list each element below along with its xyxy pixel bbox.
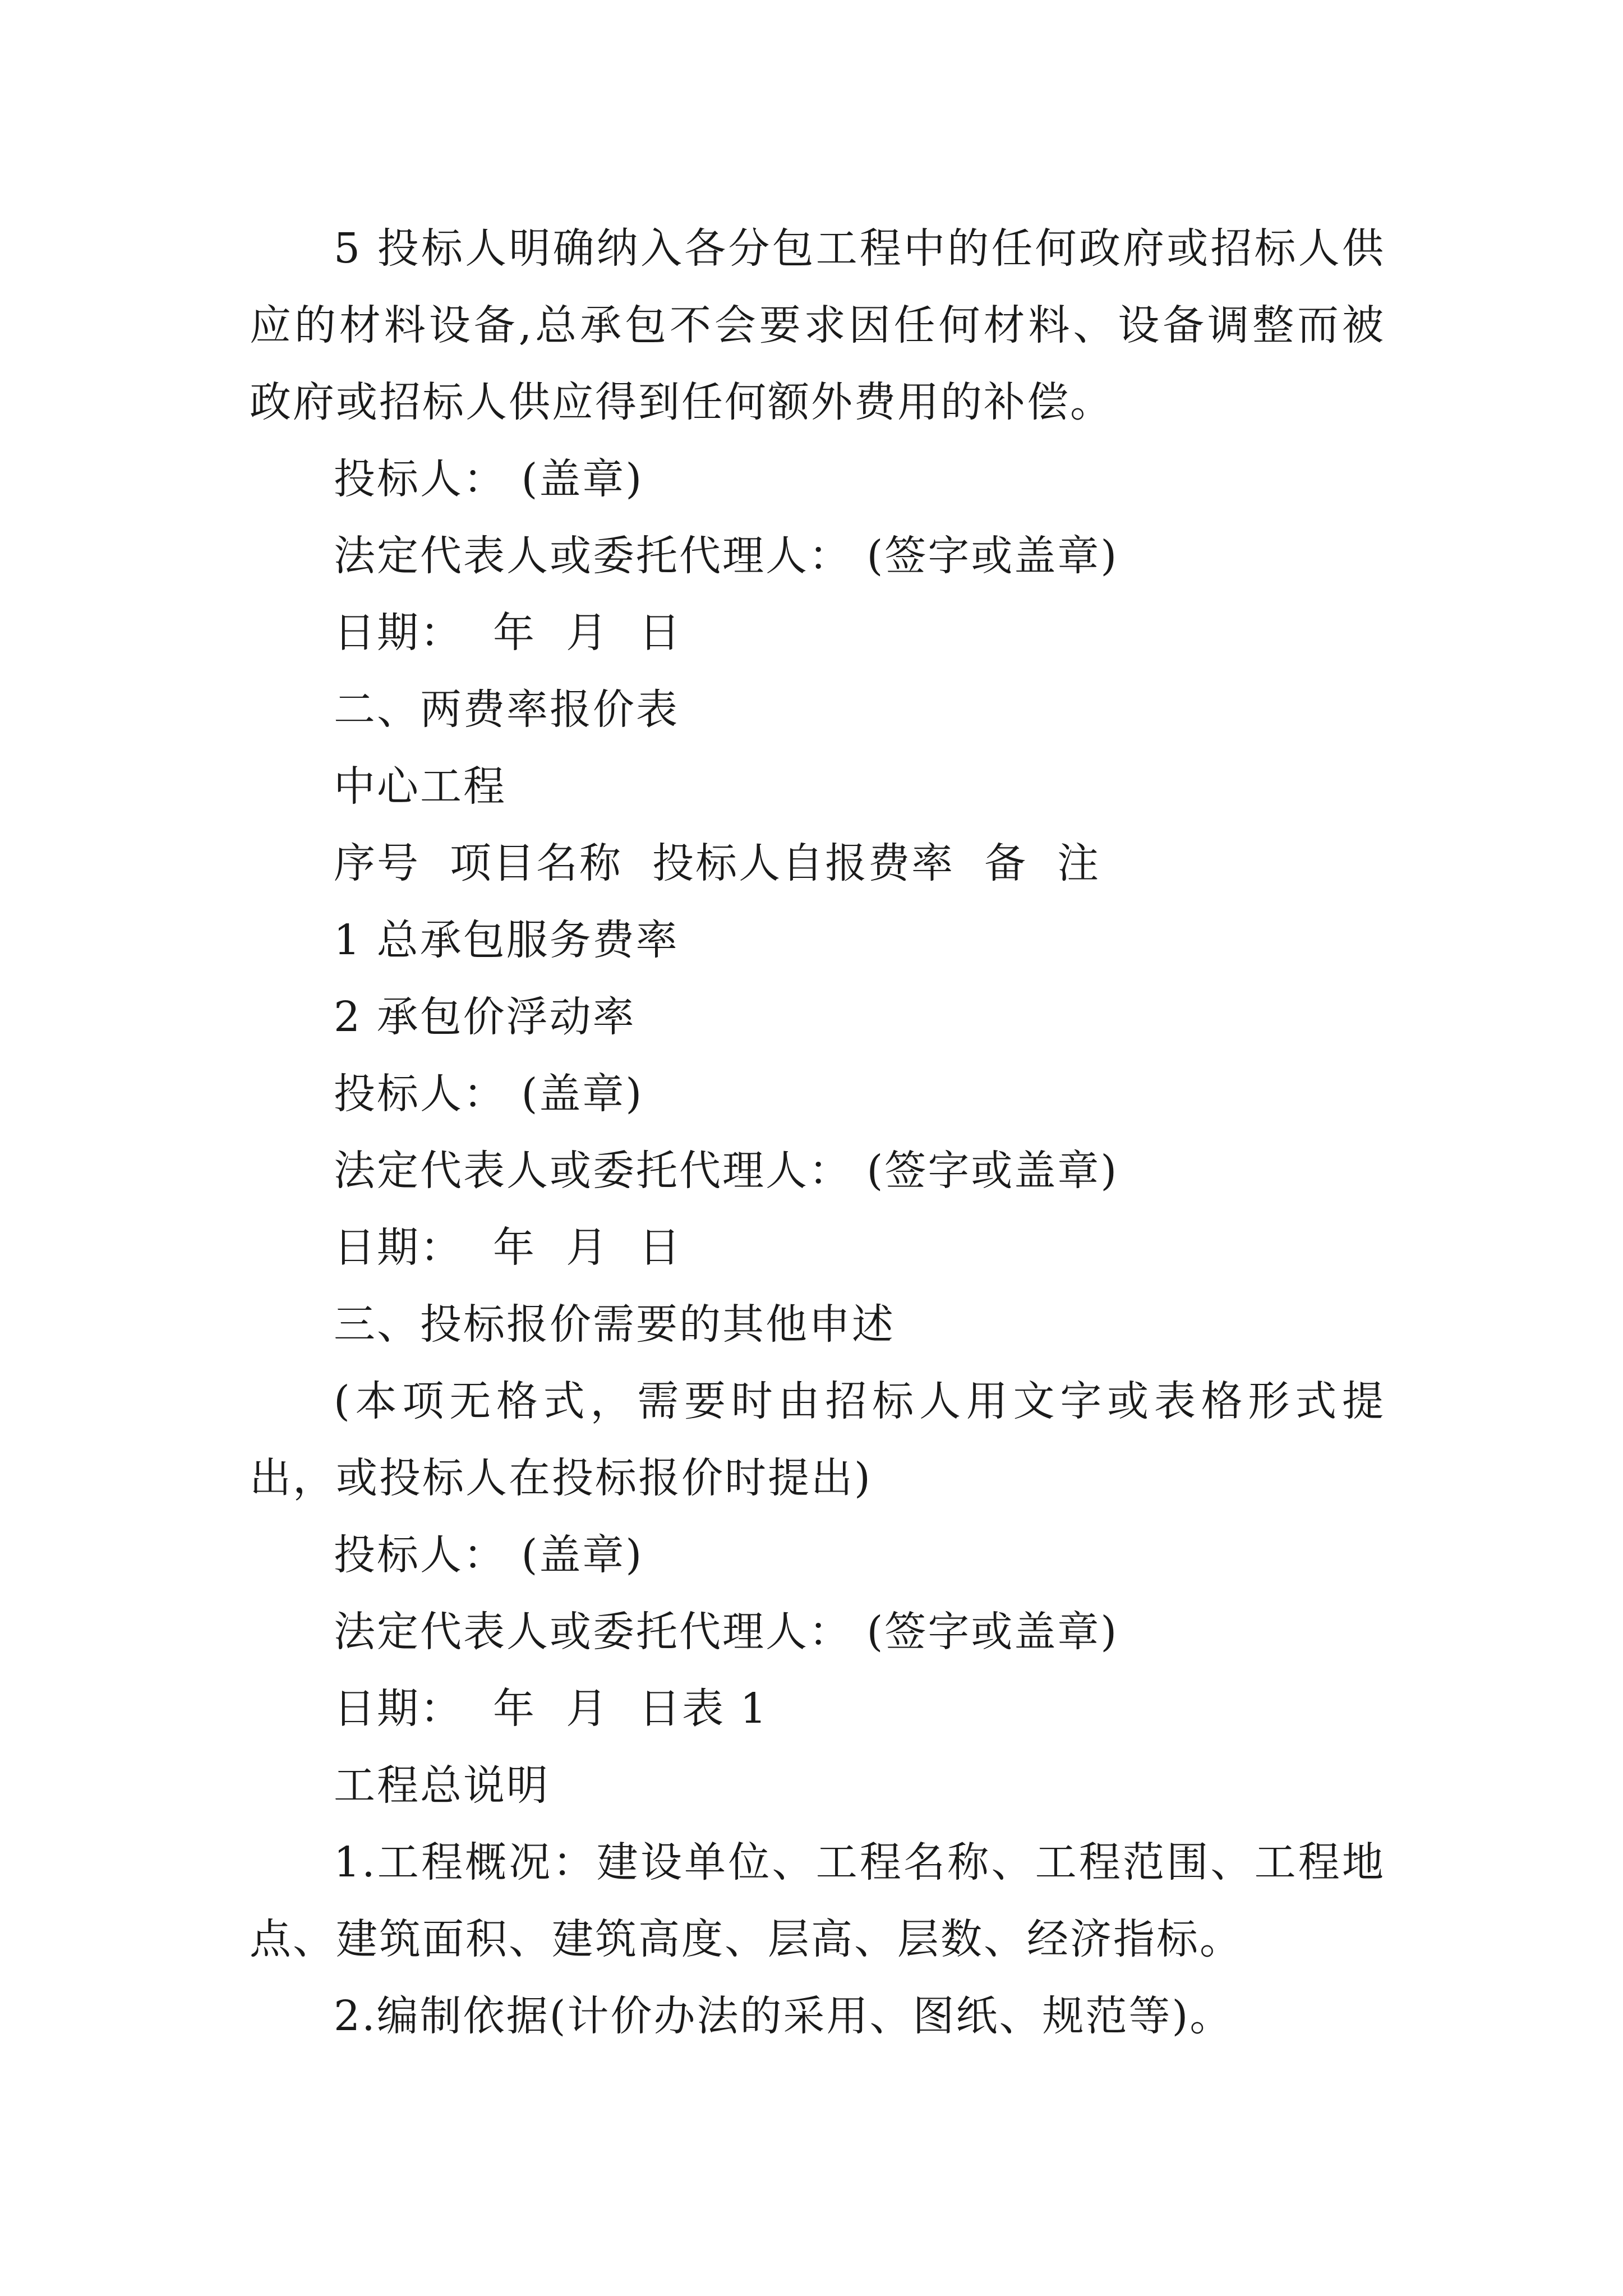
rate-table-row: 2 承包价浮动率 bbox=[334, 993, 636, 1041]
overview-item-1: 1.工程概况：建设单位、工程名称、工程范围、工程地点、建筑面积、建筑高度、层高、层数、经济指标。 bbox=[250, 1838, 1385, 1963]
rate-table-header: 序号 项目名称 投标人自报费率 备 注 bbox=[334, 839, 1101, 887]
representative-signature-line: 法定代表人或委托代理人： (签字或盖章) bbox=[334, 1147, 1119, 1195]
overview-item-2: 2.编制依据(计价办法的采用、图纸、规范等)。 bbox=[334, 1992, 1233, 2040]
bidder-seal-line: 投标人： (盖章) bbox=[334, 1531, 644, 1579]
section-3-note: (本项无格式，需要时由招标人用文字或表格形式提出，或投标人在投标报价时提出) bbox=[250, 1377, 1385, 1502]
section-3-heading: 三、投标报价需要的其他申述 bbox=[334, 1300, 895, 1349]
project-name: 中心工程 bbox=[334, 762, 506, 811]
representative-signature-line: 法定代表人或委托代理人： (签字或盖章) bbox=[334, 532, 1119, 580]
representative-signature-line: 法定代表人或委托代理人： (签字或盖章) bbox=[334, 1608, 1119, 1656]
clause-5-paragraph: 5 投标人明确纳入各分包工程中的任何政府或招标人供应的材料设备,总承包不会要求因任何材料、设备调整而被政府或招标人供应得到任何额外费用的补偿。 bbox=[250, 224, 1385, 426]
date-line: 日期： 年 月 日表 1 bbox=[334, 1685, 768, 1733]
rate-table-row: 1 总承包服务费率 bbox=[334, 916, 679, 964]
date-line: 日期： 年 月 日 bbox=[334, 609, 683, 657]
bidder-seal-line: 投标人： (盖章) bbox=[334, 455, 644, 503]
date-line: 日期： 年 月 日 bbox=[334, 1223, 683, 1272]
overview-heading: 工程总说明 bbox=[334, 1761, 550, 1810]
bidder-seal-line: 投标人： (盖章) bbox=[334, 1070, 644, 1118]
section-2-heading: 二、两费率报价表 bbox=[334, 685, 679, 734]
document-body bbox=[250, 210, 1385, 2055]
